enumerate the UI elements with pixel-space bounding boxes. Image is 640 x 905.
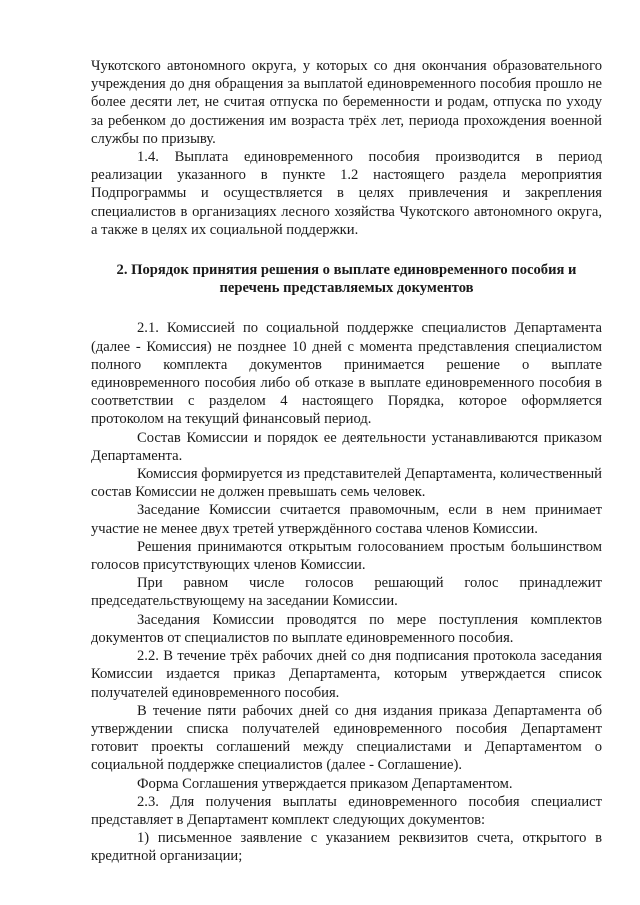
paragraph-agreements: В течение пяти рабочих дней со дня издания приказа Департамента об утверждении списка получателей единовременного пособия Департамент готовит проекты соглашений между специалистами и Департаментом о социальной поддержке специалистов (далее - Соглашение).	[91, 702, 602, 774]
paragraph-voting: Решения принимаются открытым голосованием простым большинством голосов присутствующих членов Комиссии.	[91, 538, 602, 574]
paragraph-commission-formation: Комиссия формируется из представителей Департамента, количественный состав Комиссии не должен превышать семь человек.	[91, 466, 602, 501]
document-page	[91, 57, 602, 866]
intro-paragraph: Чукотского автономного округа, у которых со дня окончания образовательного учреждения до дня обращения за выплатой единовременного пособия прошло не более десяти лет, не считая отпуска по беременности и родам, отпуска по уходу за ребенком до достижения им возраста трёх лет, периода прохождения военной службы по призыву.	[91, 58, 602, 147]
paragraph-2-3: 2.3. Для получения выплаты единовременного пособия специалист представляет в Департамент комплект следующих документов:	[91, 793, 602, 828]
paragraph-casting-vote: При равном числе голосов решающий голос принадлежит председательствующему на заседании Комиссии.	[91, 575, 602, 610]
paragraph-1-4: 1.4. Выплата единовременного пособия производится в период реализации указанного в пункте 1.2 настоящего раздела мероприятия Подпрограммы и осуществляется в целях привлечения и закрепления специалистов в организациях лесного хозяйства Чукотского автономного округа, а также в целях их социальной поддержки.	[91, 149, 602, 238]
section-2-title-line-2: перечень представляемых документов	[219, 280, 474, 297]
paragraph-agreement-form: Форма Соглашения утверждается приказом Департаментом.	[137, 775, 513, 792]
paragraph-meetings: Заседания Комиссии проводятся по мере поступления комплектов документов от специалистов по выплате единовременного пособия.	[91, 611, 602, 646]
section-2-title-line-1: 2. Порядок принятия решения о выплате единовременного пособия и	[116, 262, 577, 279]
list-item-1: 1) письменное заявление с указанием реквизитов счета, открытого в кредитной организации;	[91, 830, 602, 865]
paragraph-2-1: 2.1. Комиссией по социальной поддержке специалистов Департамента (далее - Комиссия) не позднее 10 дней с момента представления специалистом полного комплекта документов принимается решение о выплате единовременного пособия либо об отказе в выплате единовременного пособия в соответствии с разделом 4 настоящего Порядка, которое оформляется протоколом на текущий финансовый период.	[91, 320, 602, 428]
paragraph-commission-composition: Состав Комиссии и порядок ее деятельности устанавливаются приказом Департамента.	[91, 429, 602, 464]
paragraph-2-2: 2.2. В течение трёх рабочих дней со дня подписания протокола заседания Комиссии издается приказ Департамента, которым утверждается список получателей единовременного пособия.	[91, 648, 602, 701]
section-2-heading	[91, 261, 602, 297]
paragraph-quorum: Заседание Комиссии считается правомочным, если в нем принимает участие не менее двух третей утверждённого состава членов Комиссии.	[91, 502, 602, 537]
